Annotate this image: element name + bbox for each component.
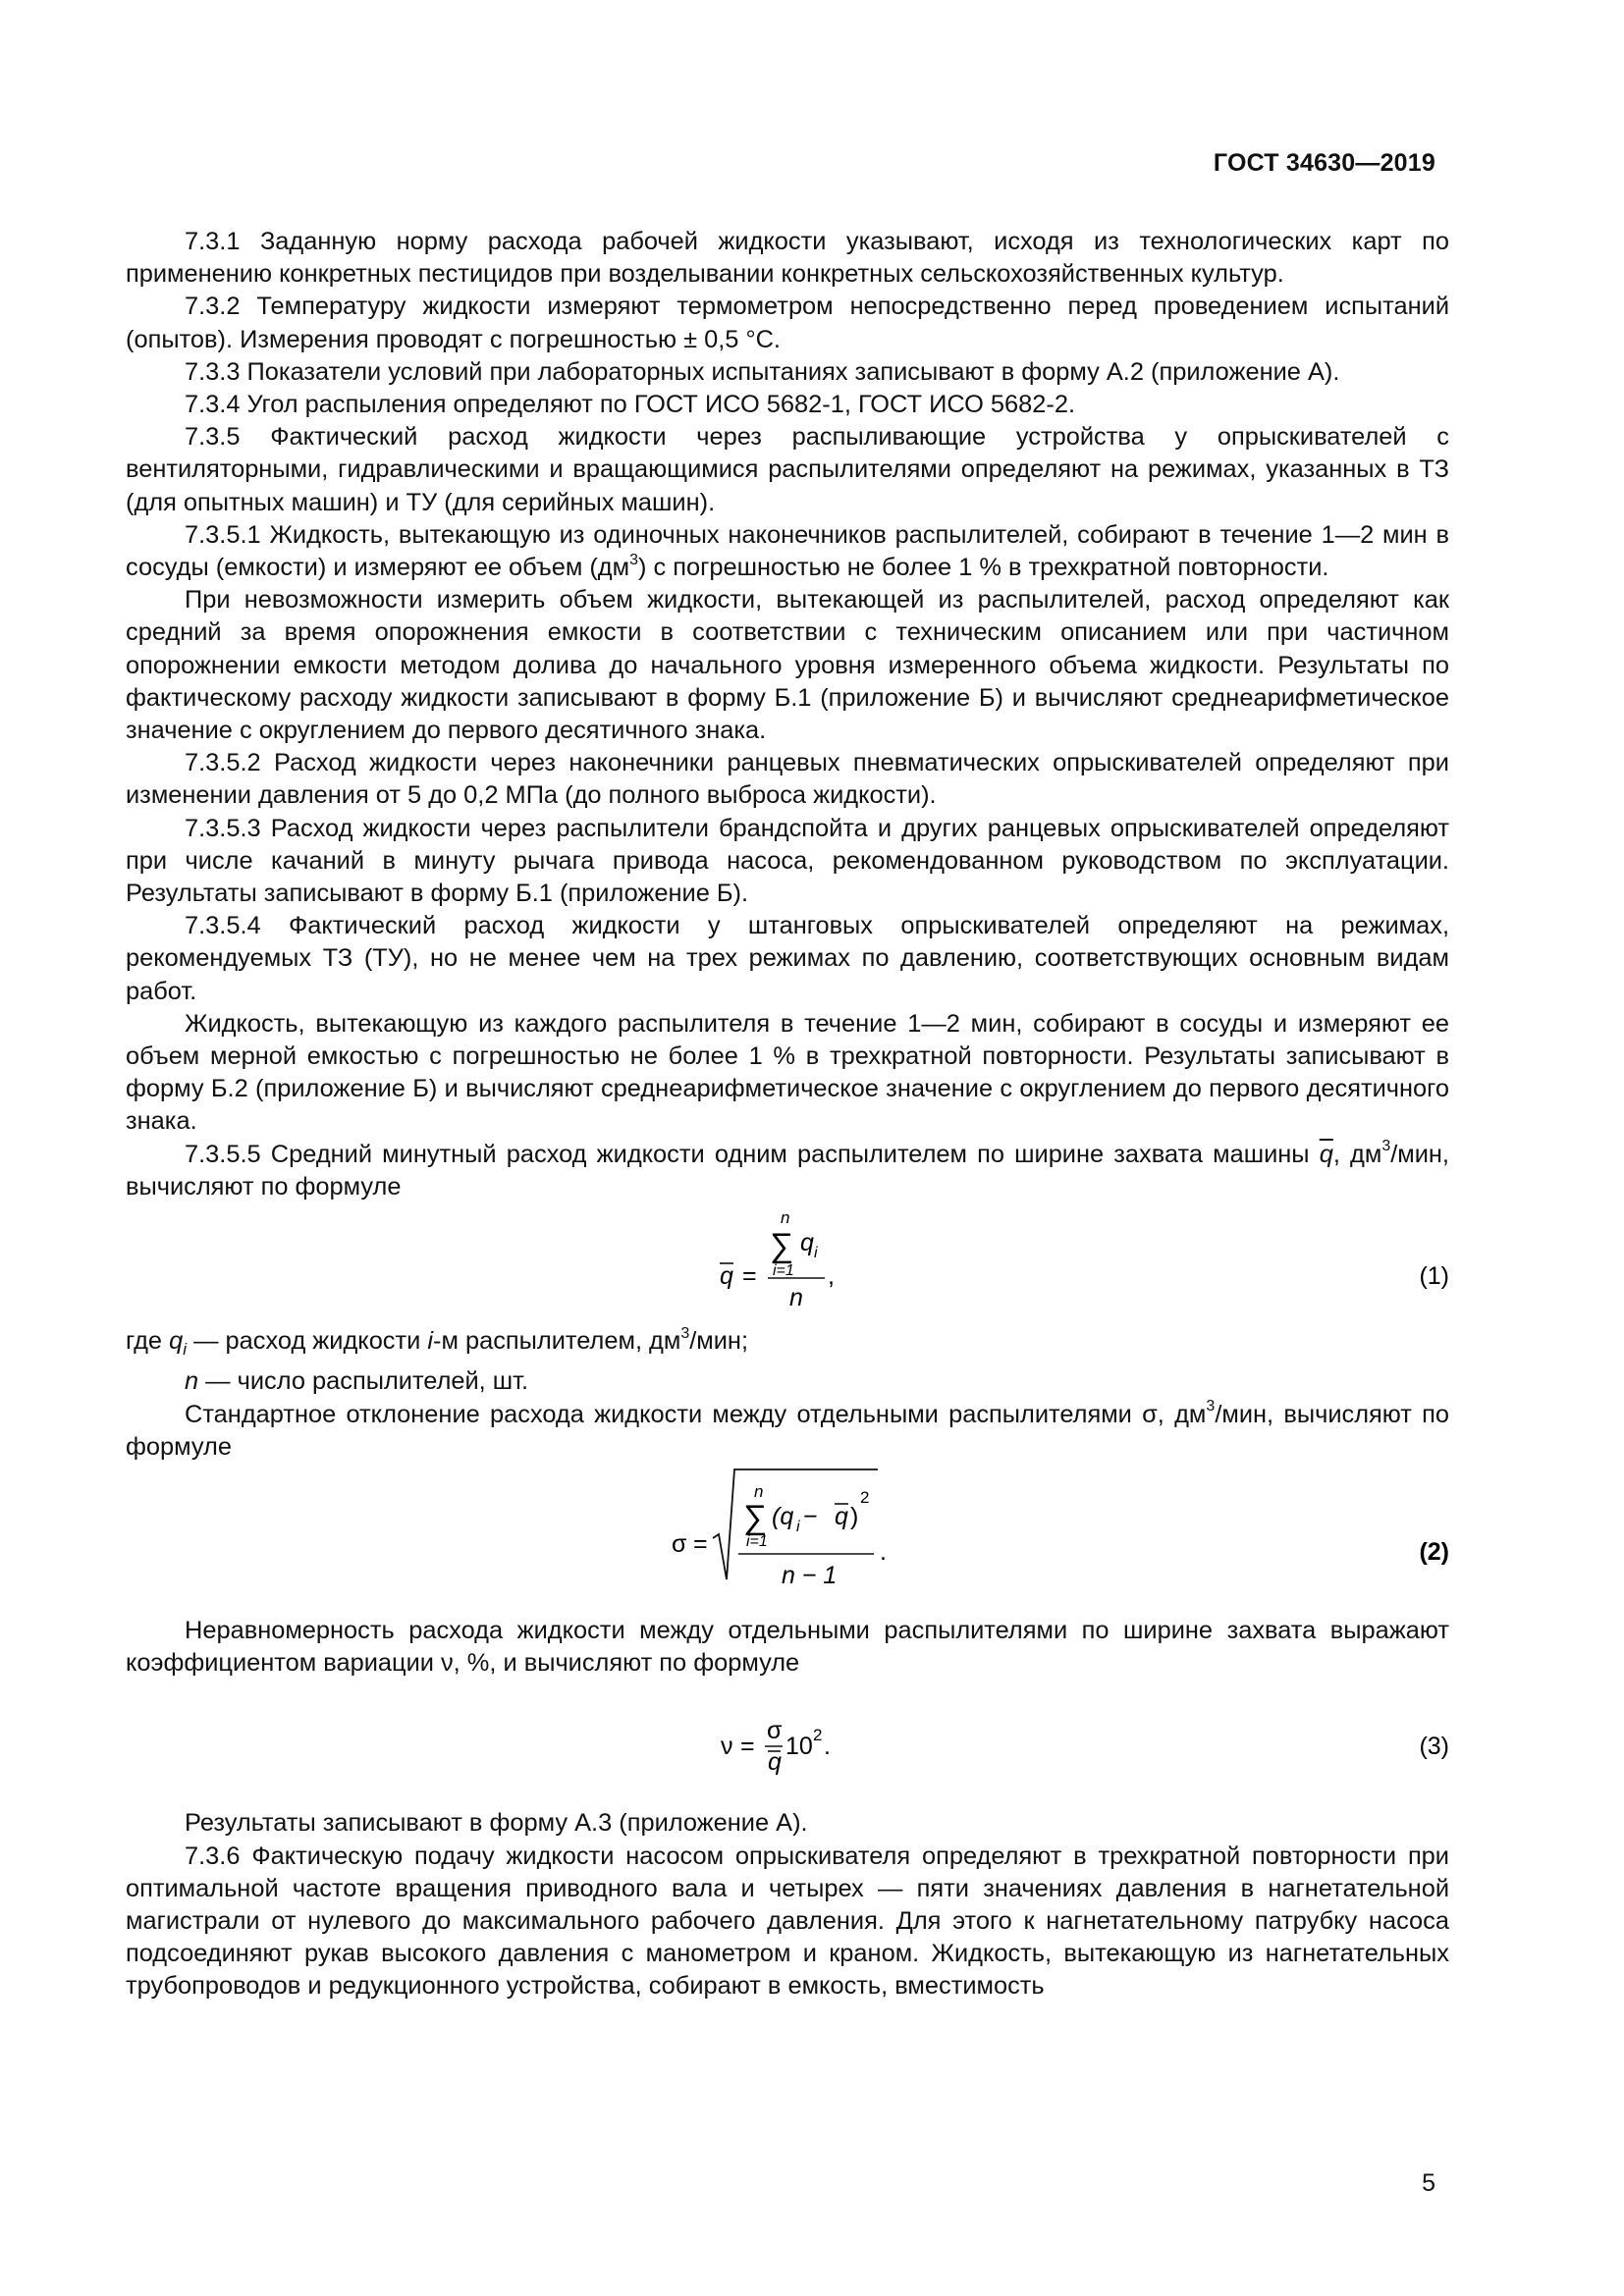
f3-base: 10: [785, 1733, 813, 1761]
f2-term-sub: i: [796, 1518, 800, 1535]
document-body: [126, 226, 1449, 2003]
f1-sum-bottom: i=1: [773, 1262, 794, 1280]
formula-2-graphic: [126, 1464, 1449, 1607]
paragraph-7-3-5-1: [126, 519, 1449, 584]
f2-lhs: σ: [672, 1529, 687, 1558]
text-run: /мин, вычисляют по формуле: [126, 1400, 1450, 1461]
f2-tail: .: [880, 1537, 887, 1566]
formula-1: [126, 1203, 1449, 1325]
formula-2: [126, 1464, 1449, 1607]
f2-term: (q: [772, 1502, 794, 1530]
paragraph-nu: Неравномерность расхода жидкости между отдельными распылителями по ширине захвата выражают коэффициентом вариации ν, %, и вычисляют по формуле: [126, 1616, 1449, 1678]
f3-lhs: ν: [721, 1733, 733, 1761]
f1-sum-top: n: [781, 1208, 790, 1228]
paragraph-7-3-6: 7.3.6 Фактическую подачу жидкости насосом опрыскивателя определяют в трехкратной повторности при оптимальной частоте вращения приводного вала и четырех — пяти значениях давления в нагнетательной магистрали от нулевого до максимального рабочего давления. Для этого к нагнетательному патрубку насоса подсоединяют рукав высокого давления с манометром и краном. Жидкость, вытекающую из нагнетательных трубопроводов и редукционного устройства, собирают в емкость, вместимость: [126, 1842, 1449, 2001]
page-number: 5: [1422, 2169, 1435, 2197]
f1-lhs: q: [720, 1262, 733, 1291]
formula-3-graphic: [126, 1680, 1449, 1797]
n-symbol: n: [185, 1367, 199, 1396]
paragraph-7-3-5-2: 7.3.5.2 Расход жидкости через наконечники ранцевых пневматических опрыскивателей определяют при изменении давления от 5 до 0,2 МПа (до полного выброса жидкости).: [126, 749, 1449, 810]
text-run: 7.3.5.5 Средний минутный расход жидкости одним распылителем по ширине захвата машины: [185, 1140, 1320, 1168]
f2-den: n − 1: [782, 1561, 838, 1589]
q-bar-symbol: $\overline{q}$: [1319, 1140, 1333, 1168]
formula-3-number: (3): [1419, 1733, 1449, 1761]
text-run: 7.3.5.1 Жидкость, вытекающую из одиночных наконечников распылителей, собирают в течение 1—2 мин в сосуды (емкости) и измеряют ее объем (дм: [126, 520, 1449, 582]
text-run: где: [126, 1327, 170, 1356]
formula-3: [126, 1680, 1449, 1797]
f3-tail: .: [824, 1733, 831, 1761]
formula-2-number: (2): [1419, 1537, 1449, 1566]
paragraph-7-3-2: 7.3.2 Температуру жидкости измеряют термометром непосредственно перед проведением испытаний (опытов). Измерения проводят с погрешностью ± 0,5 °С.: [126, 293, 1449, 353]
f2-sum-sign: ∑: [743, 1498, 768, 1536]
f3-num: σ: [767, 1717, 783, 1745]
f2-minus: −: [803, 1502, 818, 1530]
paragraph-7-3-4: 7.3.4 Угол распыления определяют по ГОСТ ИСО 5682-1, ГОСТ ИСО 5682-2.: [185, 391, 1076, 419]
superscript: 3: [629, 551, 638, 568]
formula-1-number: (1): [1419, 1262, 1449, 1291]
text-run: -м распылителем, дм: [433, 1327, 681, 1356]
paragraph-results: Результаты записывают в форму А.3 (приложение А).: [185, 1809, 808, 1838]
f2-sum-top: n: [754, 1481, 764, 1501]
paragraph-7-3-5-5: [126, 1139, 1449, 1203]
paragraph-7-3-5-3: 7.3.5.3 Расход жидкости через распылители брандспойта и других ранцевых опрыскивателей определяют при числе качаний в минуту рычага привода насоса, рекомендованном руководством по эксплуатации. Результаты записывают в форму Б.1 (приложение Б).: [126, 814, 1449, 908]
superscript: 3: [1381, 1138, 1391, 1155]
paragraph-sigma: [126, 1399, 1449, 1464]
document-header: ГОСТ 34630—2019: [1213, 149, 1435, 177]
superscript: 3: [680, 1324, 690, 1342]
paragraph-7-3-5-4-cont: Жидкость, вытекающую из каждого распылителя в течение 1—2 мин, собирают в сосуды и измеряют ее объем мерной емкостью с погрешностью не более 1 % в трехкратной повторности. Результаты записывают в форму Б.2 (приложение Б) и вычисляют среднеарифметическое значение с округлением до первого десятичного знака.: [126, 1009, 1449, 1136]
f1-sum-sign: ∑: [770, 1227, 794, 1265]
f1-term-sub: i: [814, 1245, 818, 1262]
paragraph-7-3-1: 7.3.1 Заданную норму расхода рабочей жидкости указывают, исходя из технологических карт по применению конкретных пестицидов при возделывании конкретных сельскохозяйственных культур.: [126, 228, 1449, 289]
paragraph-7-3-5-1-cont: При невозможности измерить объем жидкости, вытекающей из распылителей, расход определяют как средний за время опорожнения емкости в соответствии с техническим описанием или при частичном опорожнении емкости методом долива до начального уровня измеренного объема жидкости. Результаты по фактическому расходу жидкости записывают в форму Б.1 (приложение Б) и вычисляют среднеарифметическое значение с округлением до первого десятичного знака.: [126, 586, 1449, 745]
f2-close: ): [850, 1502, 859, 1530]
formula-1-graphic: [126, 1203, 1449, 1325]
text-run: /мин, вычисляют по формуле: [126, 1140, 1449, 1201]
f2-sum-bottom: i=1: [746, 1532, 768, 1550]
superscript: 3: [1206, 1398, 1216, 1415]
paragraph-7-3-5-4: 7.3.5.4 Фактический расход жидкости у штанговых опрыскивателей определяют на режимах, рекомендуемых ТЗ (ТУ), но не менее чем на трех режимах по давлению, соответствующих основным видам работ.: [126, 912, 1449, 1005]
f2-qbar: q: [835, 1502, 848, 1530]
f3-power: 2: [813, 1726, 823, 1745]
f1-den: n: [789, 1284, 803, 1312]
text-run: ) с погрешностью не более 1 % в трехкратной повторности.: [637, 554, 1329, 582]
f1-term: q: [800, 1229, 814, 1257]
paragraph-7-3-5: 7.3.5 Фактический расход жидкости через распыливающие устройства у опрыскивателей с вентиляторными, гидравлическими и вращающимися распылителями определяют на режимах, указанных в ТЗ (для опытных машин) и ТУ (для серийных машин).: [126, 423, 1449, 516]
f3-den: q: [768, 1748, 782, 1777]
where-line-2: [126, 1365, 1449, 1398]
f1-eq: =: [742, 1262, 757, 1291]
q-symbol: q: [169, 1327, 184, 1356]
text-run: , дм: [1332, 1140, 1382, 1168]
f2-eq: =: [693, 1529, 708, 1558]
i-symbol: i: [427, 1327, 434, 1356]
f1-tail: ,: [828, 1262, 835, 1291]
paragraph-7-3-3: 7.3.3 Показатели условий при лабораторных испытаниях записывают в форму А.2 (приложение А).: [185, 357, 1340, 386]
f3-eq: =: [740, 1733, 755, 1761]
f2-power: 2: [860, 1487, 870, 1507]
where-line-1: [126, 1325, 1449, 1365]
text-run: /мин;: [689, 1327, 749, 1356]
subscript: i: [183, 1340, 188, 1360]
text-run: — число распылителей, шт.: [198, 1367, 529, 1396]
text-run: Стандартное отклонение расхода жидкости между отдельными распылителями σ, дм: [185, 1400, 1207, 1428]
text-run: — расход жидкости: [187, 1327, 428, 1356]
